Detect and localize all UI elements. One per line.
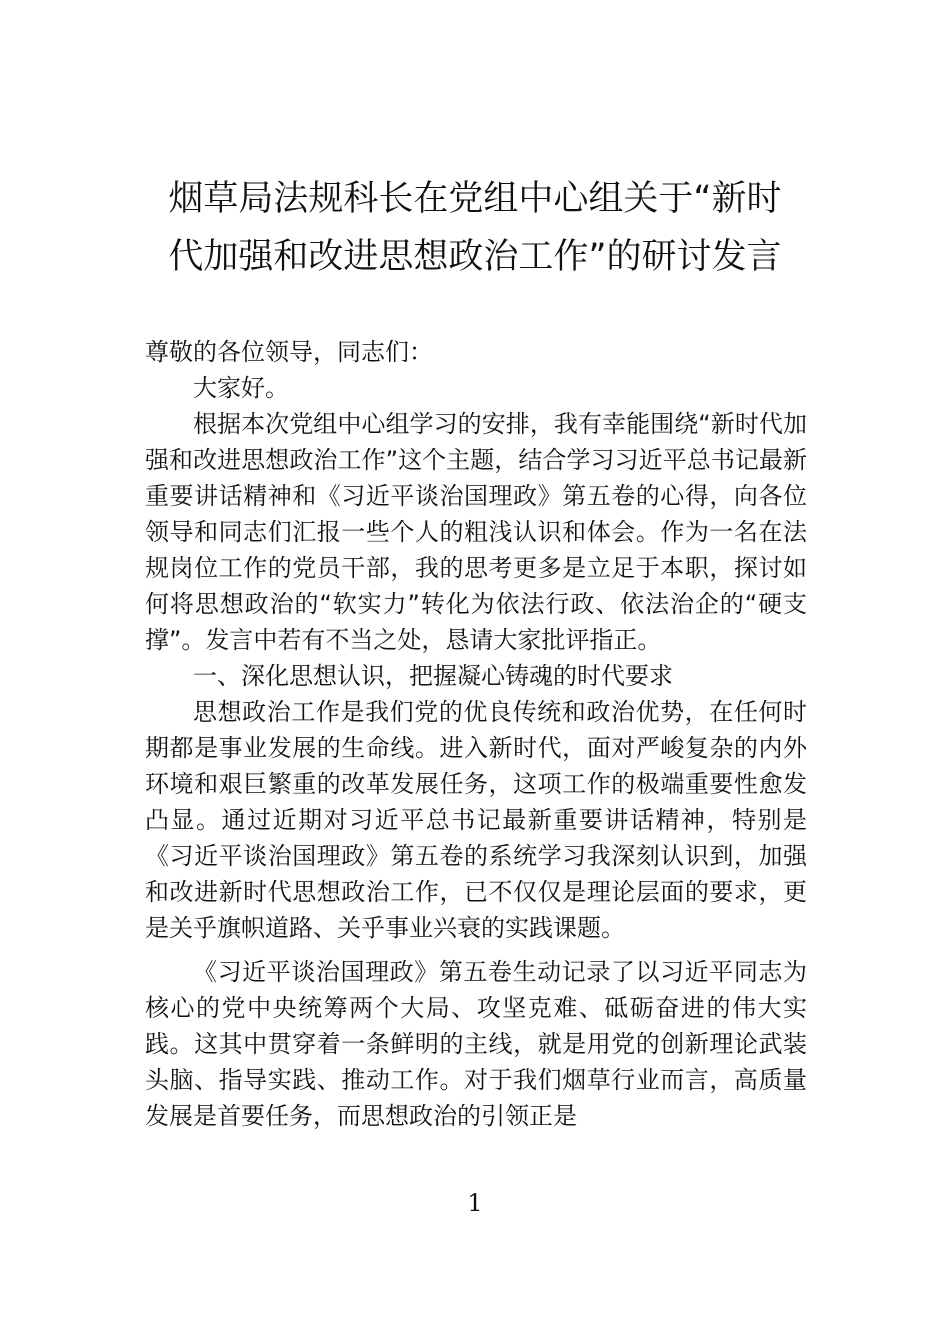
paragraph-intro: 根据本次党组中心组学习的安排，我有幸能围绕“新时代加强和改进思想政治工作”这个主题，结合学习习近平总书记最新重要讲话精神和《习近平谈治国理政》第五卷的心得，向各位领导和同志们汇报一些个人的粗浅认识和体会。作为一名在法规岗位工作的党员干部，我的思考更多是立足于本职，探讨如何将思想政治的“软实力”转化为依法行政、依法治企的“硬支撑”。发言中若有不当之处，恳请大家批评指正。 xyxy=(145,410,807,654)
document-title xyxy=(150,170,800,286)
greeting: 大家好。 xyxy=(193,374,289,402)
paragraph-section-1-a: 思想政治工作是我们党的优良传统和政治优势，在任何时期都是事业发展的生命线。进入新时代，面对严峻复杂的内外环境和艰巨繁重的改革发展任务，这项工作的极端重要性愈发凸显。通过近期对习近平总书记最新重要讲话精神，特别是《习近平谈治国理政》第五卷的系统学习我深刻认识到，加强和改进新时代思想政治工作，已不仅仅是理论层面的要求，更是关乎旗帜道路、关乎事业兴衰的实践课题。 xyxy=(145,698,807,942)
salutation: 尊敬的各位领导，同志们： xyxy=(145,338,433,366)
section-1-heading: 一、深化思想认识，把握凝心铸魂的时代要求 xyxy=(193,662,673,690)
page-number: 1 xyxy=(467,1189,483,1217)
title-line-2: 代加强和改进思想政治工作”的研讨发言 xyxy=(168,237,782,277)
document-body xyxy=(145,334,807,1134)
paragraph-section-1-b: 《习近平谈治国理政》第五卷生动记录了以习近平同志为核心的党中央统筹两个大局、攻坚克难、砥砺奋进的伟大实践。这其中贯穿着一条鲜明的主线，就是用党的创新理论武装头脑、指导实践、推动工作。对于我们烟草行业而言，高质量发展是首要任务，而思想政治的引领正是 xyxy=(145,958,807,1130)
title-line-1: 烟草局法规科长在党组中心组关于“新时 xyxy=(168,179,782,219)
